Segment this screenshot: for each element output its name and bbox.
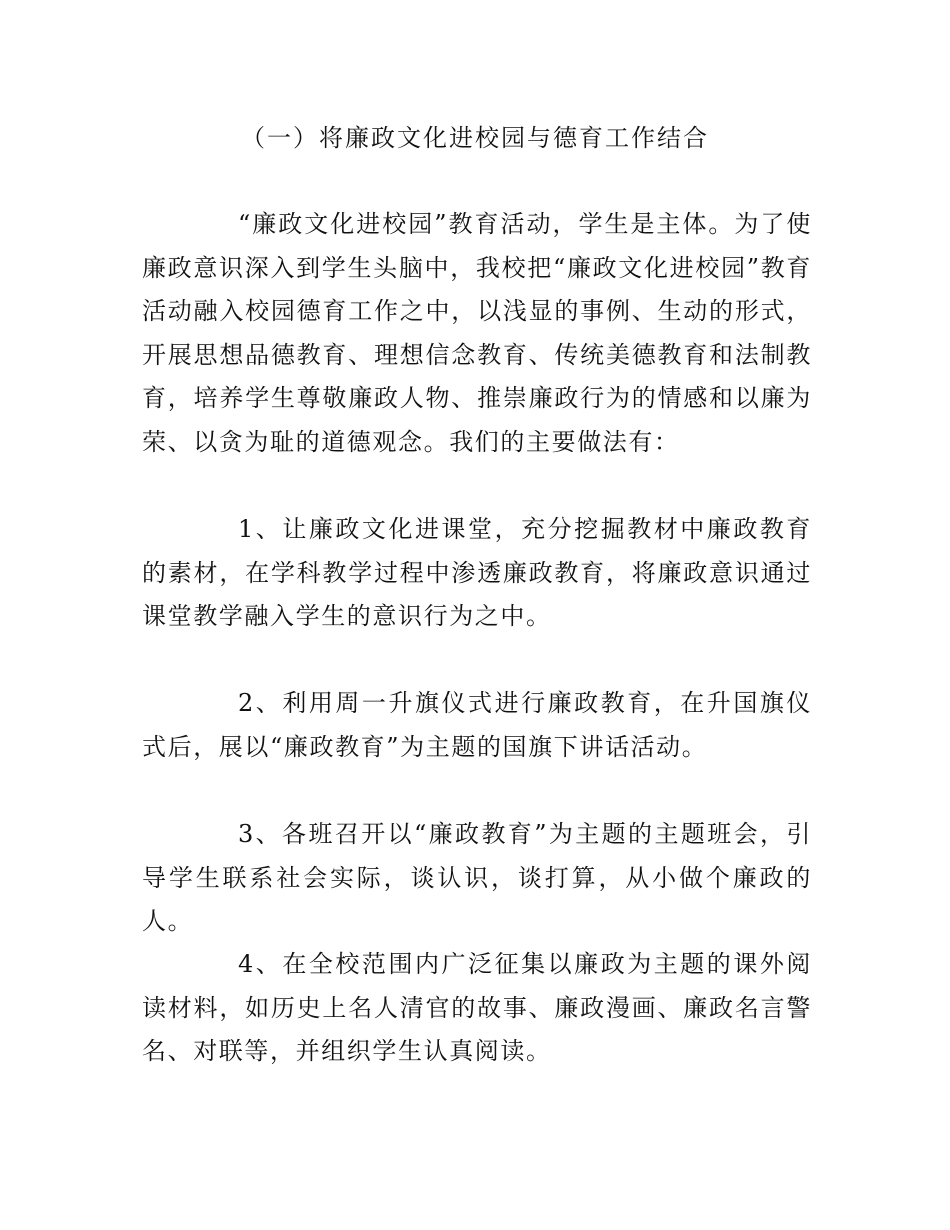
list-item-1: 1、让廉政文化进课堂，充分挖掘教材中廉政教育的素材，在学科教学过程中渗透廉政教育，将廉政意识通过课堂教学融入学生的意识行为之中。	[142, 515, 812, 630]
list-item-2: 2、利用周一升旗仪式进行廉政教育，在升国旗仪式后，展以“廉政教育”为主题的国旗下讲话活动。	[142, 689, 812, 761]
section-heading: （一）将廉政文化进校园与德育工作结合	[241, 124, 709, 152]
intro-paragraph: “廉政文化进校园”教育活动，学生是主体。为了使廉政意识深入到学生头脑中，我校把“廉政文化进校园”教育活动融入校园德育工作之中，以浅显的事例、生动的形式，开展思想品德教育、理想信念教育、传统美德教育和法制教育，培养学生尊敬廉政人物、推崇廉政行为的情感和以廉为荣、以贪为耻的道德观念。我们的主要做法有：	[142, 210, 812, 456]
list-item-4: 4、在全校范围内广泛征集以廉政为主题的课外阅读材料，如历史上名人清官的故事、廉政漫画、廉政名言警名、对联等，并组织学生认真阅读。	[142, 950, 812, 1065]
list-item-3: 3、各班召开以“廉政教育”为主题的主题班会，引导学生联系社会实际，谈认识，谈打算，从小做个廉政的人。	[142, 820, 812, 935]
